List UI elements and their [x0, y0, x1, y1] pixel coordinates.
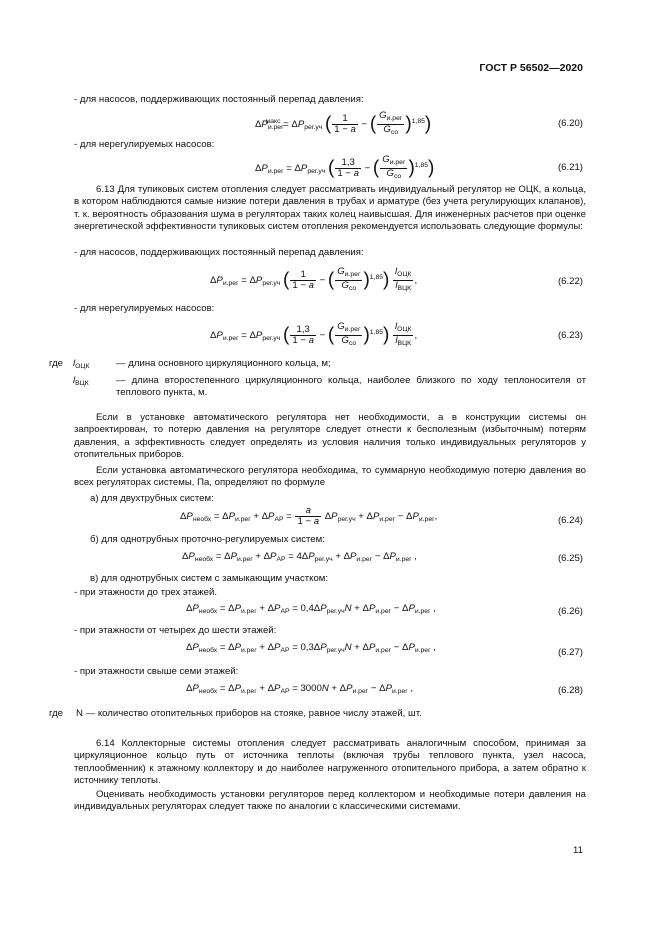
- case-b: б) для однотрубных проточно-регулируемых систем:: [90, 534, 325, 545]
- formula-6-24: $\Delta P_{необх} = \Delta P_{и.рег} + \Delta P_{АР}$ = $\frac{a}{1 - a}$ $\Delta P_{рег.уч} + \Delta P_{и.рег} - \Delta P_{и.рег}$,: [180, 505, 438, 527]
- eq-number-6-24: (6.24): [557, 515, 583, 526]
- formula-6-21: $\Delta P_{и.рег} = \Delta P_{рег.уч}$ ( $\frac{1,3}{1 - a}$ − ( $\frac{G_{и.рег}}{G_{со}}$ )$^{1,85}$): [255, 154, 435, 180]
- bullet-unregulated: - для нерегулируемых насосов:: [74, 139, 215, 150]
- page-number: 11: [573, 845, 583, 856]
- eq-number-6-21: (6.21): [557, 162, 583, 173]
- bullet-pumps-const: - для насосов, поддерживающих постоянный перепад давления:: [74, 94, 364, 105]
- eq-number-6-28: (6.28): [557, 685, 583, 696]
- bullet-unregulated-2: - для нерегулируемых насосов:: [74, 303, 215, 314]
- eq-number-6-20: (6.20): [557, 118, 583, 129]
- paragraph-auto-regulator-2: Если установка автоматического регулятора необходима, то суммарную необходимую потерю давления во всех регуляторах системы, Па, определяют по формуле: [74, 465, 586, 489]
- bullet-pumps-const-2: - для насосов, поддерживающих постоянный перепад давления:: [74, 247, 364, 258]
- where-label-2: где: [49, 708, 64, 719]
- def-n: N — количество отопительных приборов на стояке, равное числу этажей, шт.: [76, 708, 422, 719]
- var-l-vck: $l_{ВЦК}$: [73, 375, 89, 387]
- eq-number-6-25: (6.25): [557, 553, 583, 564]
- case-c-2: - при этажности от четырех до шести этажей:: [74, 625, 277, 636]
- paragraph-6-13: 6.13 Для тупиковых систем отопления следует рассматривать индивидуальный регулятор не ОЦК, а кольца, в котором наблюдаются самые низкие потери давления в трубах и арматуре (без учета регулирующих клапанов), т. к. вероятность образования шума в регуляторах таких колец наивысшая. Для инженерных расчетов при оценке энергетической эффективности тупиковых систем отопления рекомендуется использовать следующие формулы:: [74, 184, 586, 233]
- where-label: где: [49, 358, 64, 369]
- paragraph-auto-regulator-1: Если в установке автоматического регулятора нет необходимости, а в конструкции системы он запроектирован, то потерю давления на регуляторе следует отнести к бесполезным (избыточным) потерям давления, а эффективность следует определять из условия наличия только индивидуальных регуляторов у отопительных приборов.: [74, 412, 586, 461]
- formula-6-22: $\Delta P_{и.рег} = \Delta P_{рег.уч}$ ( $\frac{1}{1 - a}$ − ( $\frac{G_{и.рег}}{G_{со}}$ )$^{1,85}$) $\frac{l_{ОЦК}}{l_{ВЦК}}$ ,: [210, 266, 418, 292]
- eq-number-6-26: (6.26): [557, 606, 583, 617]
- eq-number-6-27: (6.27): [557, 647, 583, 658]
- formula-6-28: $\Delta P_{необх} = \Delta P_{и.рег} + \Delta P_{АР} = 3000N + \Delta P_{и.рег} - \Delta P_{и.рег}$ ,: [186, 683, 414, 695]
- eq-number-6-22: (6.22): [557, 276, 583, 287]
- paragraph-6-14: 6.14 Коллекторные системы отопления следует рассматривать аналогичным способом, принимая за циркуляционное кольцо путь от источника теплоты (включая трубы теплового пункта, узел насоса, теплообменник) к этажному коллектору и до наиболее нагруженного отопительного прибора, а затем обратно к источнику теплоты.: [74, 738, 586, 787]
- case-c-3: - при этажности свыше семи этажей:: [74, 666, 239, 677]
- formula-6-27: $\Delta P_{необх} = \Delta P_{и.рег} + \Delta P_{АР} = 0,3\Delta P_{рег.уч}N + \Delta P_{и.рег} - \Delta P_{и.рег}$ ,: [186, 642, 436, 654]
- formula-6-20: $\Delta P_{и.рег}^{макс} = \Delta P_{рег.уч}$ ( $\frac{1}{1 - a}$ − ( $\frac{G_{и.рег}}{G_{со}}$ )$^{1,85}$): [255, 110, 432, 136]
- case-c-1: - при этажности до трех этажей.: [74, 587, 217, 598]
- case-a: а) для двухтрубных систем:: [90, 493, 214, 504]
- def-l-occ: — длина основного циркуляционного кольца, м;: [116, 358, 331, 369]
- def-l-vck: — длина второстепенного циркуляционного кольца, наиболее близкого по ходу теплоносителя от теплового пункта, м.: [116, 375, 586, 399]
- standard-header: ГОСТ Р 56502—2020: [479, 62, 583, 74]
- eq-number-6-23: (6.23): [557, 330, 583, 341]
- case-c: в) для однотрубных систем с замыкающим участком:: [90, 573, 329, 584]
- formula-6-25: $\Delta P_{необх} = \Delta P_{и.рег} + \Delta P_{АР} = 4\Delta P_{рег.уч} + \Delta P_{и.рег} - \Delta P_{и.рег}$ ,: [182, 551, 417, 563]
- var-l-occ: $l_{ОЦК}$: [73, 358, 90, 370]
- paragraph-6-14-b: Оценивать необходимость установки регуляторов перед коллектором и необходимые потери давления на индивидуальных регуляторах следует также по аналогии с классическими системами.: [74, 789, 586, 813]
- formula-6-23: $\Delta P_{и.рег} = \Delta P_{рег.уч}$ ( $\frac{1,3}{1 - a}$ − ( $\frac{G_{и.рег}}{G_{со}}$ )$^{1,85}$) $\frac{l_{ОЦК}}{l_{ВЦК}}$ ,: [210, 321, 418, 347]
- formula-6-26: $\Delta P_{необх} = \Delta P_{и.рег} + \Delta P_{АР} = 0,4\Delta P_{рег.уч}N + \Delta P_{и.рег} - \Delta P_{и.рег}$ ,: [186, 603, 436, 615]
